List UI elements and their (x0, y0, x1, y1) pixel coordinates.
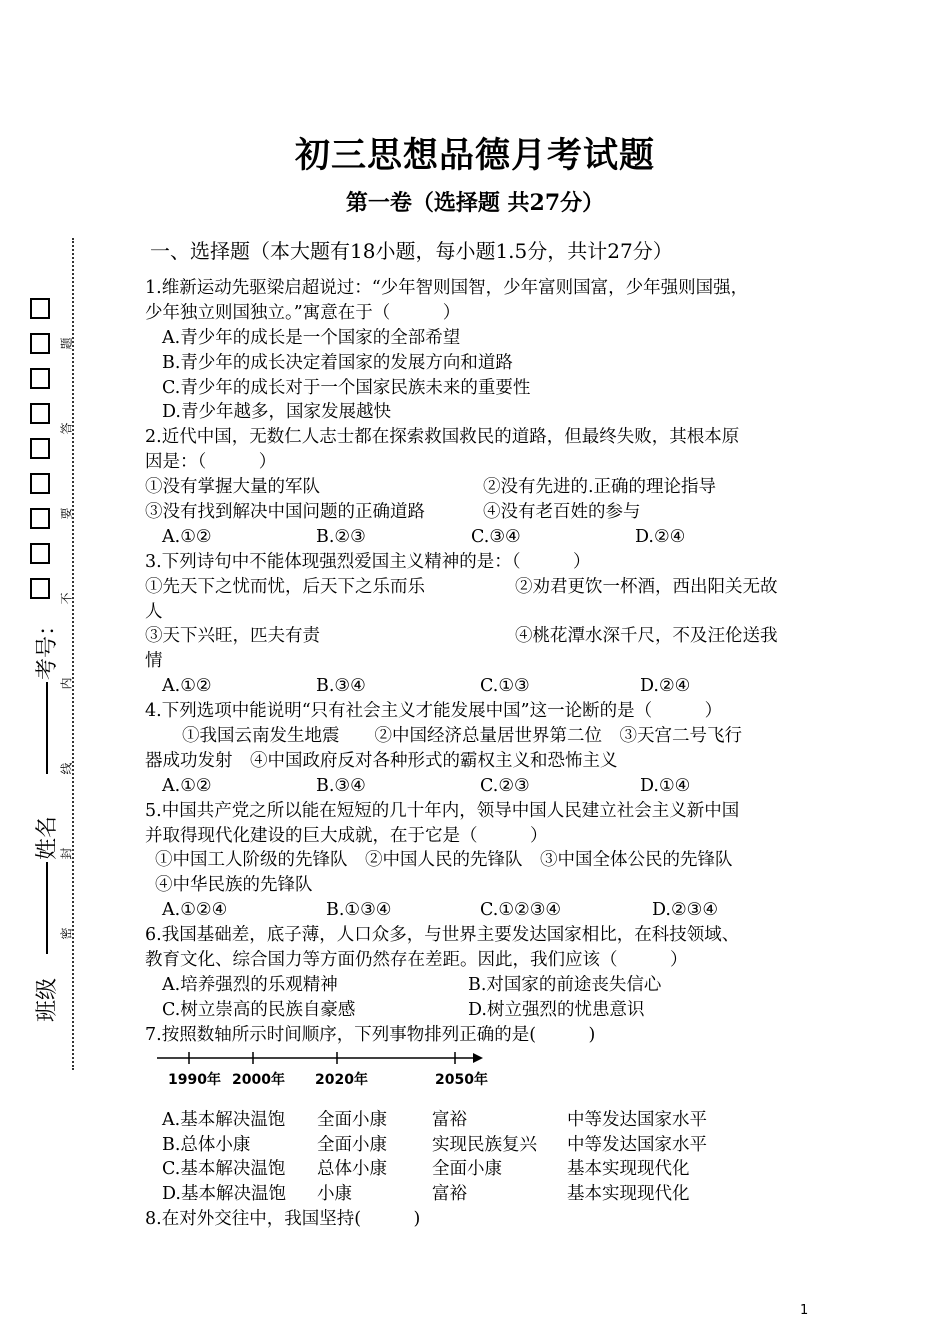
q3-item: ①先天下之忧而忧，后天下之乐而乐 (145, 576, 425, 597)
q7-cell: B.总体小康 (162, 1134, 251, 1155)
timeline-label: 1990年 (168, 1071, 221, 1088)
timeline-label: 2000年 (232, 1071, 285, 1088)
q6-stem: 6.我国基础差，底子薄，人口众多，与世界主要发达国家相比，在科技领域、 (145, 925, 740, 946)
q5-option-d: D.②③④ (652, 900, 719, 921)
q7-timeline (145, 1048, 835, 1108)
q1-option-c: C.青少年的成长对于一个国家民族未来的重要性 (162, 377, 531, 398)
q7-option-row (145, 1182, 835, 1207)
q2-option-a: A.①② (162, 526, 212, 547)
q1-option-a: A.青少年的成长是一个国家的全部希望 (162, 327, 461, 348)
q2-item: ②没有先进的.正确的理论指导 (483, 477, 717, 498)
q7-cell: 富裕 (432, 1109, 467, 1130)
q7-cell: 基本实现现代化 (567, 1159, 690, 1180)
dotted-seal-line (72, 238, 74, 1070)
q7-cell: 中等发达国家水平 (567, 1134, 707, 1155)
q5-option-a: A.①②④ (162, 900, 228, 921)
q7-cell: 总体小康 (317, 1159, 387, 1180)
q7-cell: A.基本解决温饱 (162, 1109, 286, 1130)
q5-option-b: B.①③④ (326, 900, 392, 921)
q7-cell: D.基本解决温饱 (162, 1184, 286, 1205)
seal-char: 要 (59, 507, 74, 520)
q6-option-c: C.树立崇高的民族自豪感 (162, 999, 356, 1020)
q7-cell: 小康 (317, 1184, 352, 1205)
q6-option-a: A.培养强烈的乐观精神 (162, 974, 338, 995)
exam-number-box[interactable] (30, 578, 50, 599)
q5-stem: 5.中国共产党之所以能在短短的几十年内，领导中国人民建立社会主义新中国 (145, 800, 740, 821)
seal-char: 封 (59, 847, 74, 860)
exam-number-box[interactable] (30, 508, 50, 529)
q7-option-row (145, 1108, 835, 1133)
timeline-label: 2020年 (315, 1071, 368, 1088)
exam-number-box[interactable] (30, 473, 50, 494)
exam-number-box[interactable] (30, 403, 50, 424)
q5-items: ①中国工人阶级的先锋队 ②中国人民的先锋队 ③中国全体公民的先锋队 (155, 850, 733, 871)
q4-option-b: B.③④ (316, 775, 366, 796)
q1-stem: 1.维新运动先驱梁启超说过：“少年智则国智，少年富则国富，少年强则国强， (145, 278, 749, 298)
exam-title: 初三思想品德月考试题 (294, 135, 655, 176)
q4-option-c: C.②③ (480, 775, 530, 796)
question-list (145, 276, 835, 1232)
q4-items: 器成功发射 ④中国政府反对各种形式的霸权主义和恐怖主义 (145, 750, 618, 771)
seal-char: 密 (59, 927, 74, 940)
exam-number-box[interactable] (30, 333, 50, 354)
q8-stem: 8.在对外交往中，我国坚持( ) (145, 1209, 421, 1230)
q2-item: ④没有老百姓的参与 (483, 502, 641, 523)
q4-stem: 4.下列选项中能说明“只有社会主义才能发展中国”这一论断的是（ ） (145, 701, 723, 722)
q5-stem: 并取得现代化建设的巨大成就，在于它是（ ） (145, 825, 548, 846)
q3-item-wrap: 情 (145, 651, 163, 672)
q7-cell: C.基本解决温饱 (162, 1159, 286, 1180)
q1-option-d: D.青少年越多，国家发展越快 (162, 402, 391, 423)
q4-option-d: D.①④ (640, 775, 691, 796)
q3-stem: 3.下列诗句中不能体现强烈爱国主义精神的是：（ ） (145, 551, 591, 572)
q7-cell: 基本实现现代化 (567, 1184, 690, 1205)
q7-option-row (145, 1157, 835, 1182)
q7-cell: 全面小康 (317, 1134, 387, 1155)
class-label: 班级 (35, 977, 60, 1022)
q1-stem: 少年独立则国独立。”寓意在于（ ） (145, 302, 461, 323)
class-blank-line[interactable] (46, 862, 48, 954)
q6-option-d: D.树立强烈的忧患意识 (468, 999, 645, 1020)
q2-item: ③没有找到解决中国问题的正确道路 (145, 502, 425, 523)
q2-option-b: B.②③ (316, 526, 366, 547)
q5-items: ④中华民族的先锋队 (155, 875, 313, 896)
exam-number-box[interactable] (30, 543, 50, 564)
volume-subtitle: 第一卷（选择题 共27分） (345, 190, 605, 216)
seal-char: 题 (59, 337, 74, 350)
name-label: 姓名 (35, 815, 60, 860)
exam-number-label: 考号： (35, 613, 60, 680)
seal-char: 线 (59, 762, 74, 775)
q3-item: ②劝君更饮一杯酒，西出阳关无故 (515, 576, 778, 597)
exam-number-box[interactable] (30, 298, 50, 319)
q2-option-c: C.③④ (471, 526, 521, 547)
q3-item-wrap: 人 (145, 601, 163, 622)
q3-option-a: A.①② (162, 676, 212, 697)
q7-option-row (145, 1133, 835, 1158)
q7-cell: 富裕 (432, 1184, 467, 1205)
q2-stem: 因是：（ ） (145, 452, 277, 473)
page-number: 1 (800, 1303, 809, 1318)
seal-char: 答 (59, 422, 74, 435)
q2-item: ①没有掌握大量的军队 (145, 477, 320, 498)
section-heading: 一、选择题（本大题有18小题，每小题1.5分，共计27分） (150, 239, 673, 263)
q3-option-c: C.①③ (480, 676, 530, 697)
q5-option-c: C.①②③④ (480, 900, 562, 921)
timeline-label: 2050年 (435, 1071, 488, 1088)
name-blank-line[interactable] (46, 682, 48, 774)
exam-number-box[interactable] (30, 368, 50, 389)
q4-option-a: A.①② (162, 775, 212, 796)
q7-stem: 7.按照数轴所示时间顺序，下列事物排列正确的是( ) (145, 1024, 596, 1045)
seal-char: 不 (59, 592, 74, 605)
q2-stem: 2.近代中国，无数仁人志士都在探索救国救民的道路，但最终失败，其根本原 (145, 427, 740, 448)
q7-cell: 全面小康 (432, 1159, 502, 1180)
q6-stem: 教育文化、综合国力等方面仍然存在差距。因此，我们应该（ ） (145, 950, 688, 971)
q3-option-b: B.③④ (316, 676, 366, 697)
seal-char: 内 (59, 677, 74, 690)
q1-option-b: B.青少年的成长决定着国家的发展方向和道路 (162, 352, 513, 373)
q6-option-b: B.对国家的前途丧失信心 (468, 974, 662, 995)
q7-cell: 实现民族复兴 (432, 1134, 537, 1155)
q7-cell: 中等发达国家水平 (567, 1109, 707, 1130)
q2-option-d: D.②④ (635, 526, 686, 547)
q3-item: ③天下兴旺，匹夫有责 (145, 626, 320, 647)
q3-option-d: D.②④ (640, 676, 691, 697)
q7-cell: 全面小康 (317, 1109, 387, 1130)
q4-items: ①我国云南发生地震 ②中国经济总量居世界第二位 ③天宫二号飞行 (182, 726, 742, 747)
q3-item: ④桃花潭水深千尺，不及汪伦送我 (515, 626, 778, 647)
exam-number-box[interactable] (30, 438, 50, 459)
